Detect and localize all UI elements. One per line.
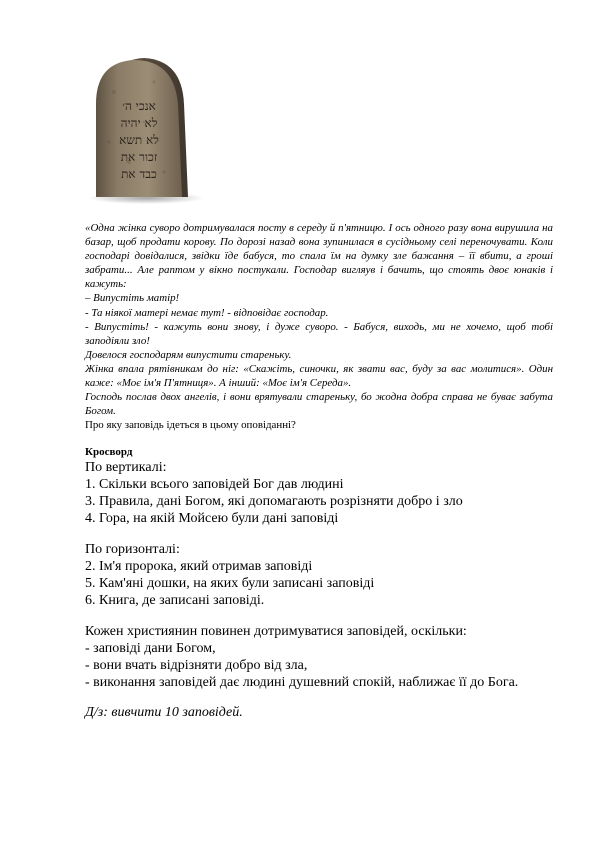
horizontal-clue: 6. Книга, де записані заповіді.: [85, 593, 265, 609]
hebrew-line: אנכי ה׳: [122, 99, 156, 113]
hebrew-line: זכור את: [120, 150, 158, 164]
vertical-heading: По вертикалі:: [85, 460, 167, 475]
story-paragraph: «Одна жінка суворо дотримувалася посту в середу й п'ятницю. І ось одного разу вона вирушила на базар, щоб продати корову. По дорозі назад вона зупинилася в сусідньому селі переночувати. Коли господарі довідалися, звідки їде бабуся, то спала їм на думку зле бажання – її вбити, а гроші забрати... Але раптом у вікно постукали. Господар вигляув і бачить, що стоять двоє юнаків і кажуть:: [85, 222, 553, 291]
crossword-vertical: [85, 459, 555, 527]
story-line: - Та ніякої матері немає тут! - відповідає господар.: [85, 306, 329, 319]
story-line: Господь послав двох ангелів, і вони врятували стареньку, бо жодна добра справа не буває забута Богом.: [85, 391, 553, 418]
story-line: Жінка впала рятівникам до ніг: «Скажіть, синочки, як звати вас, буду за вас молитися». Один каже: «Моє ім'я П'ятниця». А інший: «Моє ім'я Середа».: [85, 362, 553, 390]
horizontal-clue: 2. Ім'я пророка, який отримав заповіді: [85, 559, 313, 575]
christian-reason: - заповіді дани Богом,: [85, 641, 216, 657]
story-line: Довелося господарям випустити стареньку.: [85, 348, 292, 361]
story-line: - Випустіть! - кажуть вони знову, і дуже суворо. - Бабуся, виходь, ми не хочемо, щоб тобі заподіяли зло!: [85, 320, 553, 347]
hebrew-line: כבד את: [121, 167, 157, 181]
crossword-title: Кросворд: [85, 446, 133, 458]
christian-reason: - виконання заповідей дає людині душевний спокій, наближає її до Бога.: [85, 675, 519, 691]
commandments-tablet-image: [84, 52, 204, 207]
crossword-horizontal: [85, 541, 555, 609]
horizontal-clue: 5. Кам'яні дошки, на яких були записані заповіді: [85, 576, 375, 592]
hebrew-line: לא יהיה: [120, 116, 158, 130]
horizontal-heading: По горизонталі:: [85, 542, 180, 557]
christian-reason: - вони вчать відрізняти добро від зла,: [85, 658, 308, 674]
vertical-clue: 3. Правила, дані Богом, які допомагають розрізняти добро і зло: [85, 494, 463, 510]
story-text: [85, 221, 553, 432]
homework-text: Д/з: вивчити 10 заповідей.: [85, 705, 243, 720]
hebrew-line: לא תשא: [119, 133, 159, 147]
vertical-clue: 4. Гора, на якій Мойсею були дані заповіді: [85, 511, 339, 527]
vertical-clue: 1. Скільки всього заповідей Бог дав людині: [85, 477, 344, 493]
christian-intro: Кожен християнин повинен дотримуватися заповідей, оскільки:: [85, 624, 467, 639]
story-question: Про яку заповідь ідеться в цьому оповіданні?: [85, 419, 296, 432]
christian-reasons: [85, 623, 555, 691]
story-line: – Випустіть матір!: [85, 292, 180, 305]
stone-tablet-icon: [84, 52, 204, 207]
